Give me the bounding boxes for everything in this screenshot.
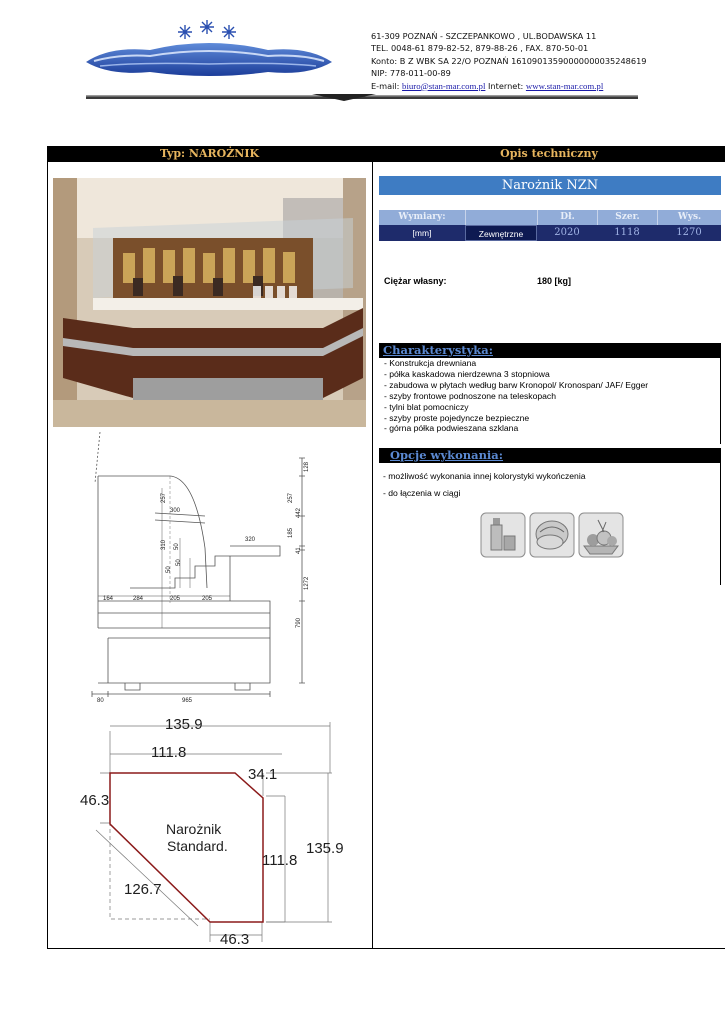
product-photo (53, 178, 366, 427)
dim-h50c: 50 (176, 559, 182, 566)
characteristics-list (384, 358, 648, 434)
list-item: - szyby frontowe podnoszone na teleskopach (384, 390, 556, 401)
dimensions-label: Wymiary: (398, 212, 446, 222)
dimensions-value-row (379, 225, 721, 241)
email-label: E-mail: (371, 80, 400, 91)
characteristics-title: Charakterystyka: (379, 343, 721, 358)
plan-right-inner: 111.8 (262, 852, 298, 869)
dim-r790: 790 (296, 617, 302, 628)
list-item: - tylni blat pomocniczy (384, 401, 469, 412)
dim-r185: 185 (288, 527, 294, 538)
column-divider (372, 146, 373, 949)
dimensions-kind: Zewnętrzne (465, 225, 537, 241)
drinks-icon (481, 513, 525, 557)
bank-account: Konto: B Z WBK SA 22/O POZNAŃ 16109013590000000035248619 (371, 55, 647, 66)
dim-w320: 320 (245, 537, 256, 543)
plan-name-line2: Standard. (167, 838, 228, 854)
list-item: - zabudowa w płytach według barw Kronopol/ Kronospan/ JAF/ Egger (384, 379, 649, 390)
plan-corner: 34.1 (248, 766, 278, 783)
list-item: - do łączenia w ciągi (383, 488, 461, 498)
list-item: - szyby proste pojedyncze bezpieczne (384, 412, 530, 423)
weight-value: 180 [kg] (537, 276, 572, 286)
address: 61-309 POZNAŃ - SZCZEPANKOWO , UL.BODAWSKA 11 (371, 31, 597, 41)
list-item: - możliwość wykonania innej kolorystyki wykończenia (383, 471, 586, 481)
options-title: Opcje wykonania: (379, 448, 721, 463)
col-length: Dł. (537, 210, 597, 225)
dim-b284: 284 (133, 596, 144, 602)
plan-top-outer: 135.9 (165, 716, 203, 733)
dim-h50a: 50 (174, 543, 180, 550)
weight-label: Ciężar własny: (384, 276, 447, 286)
email-link[interactable]: biuro@stan-mar.com.pl (402, 80, 486, 91)
company-logo (80, 20, 338, 82)
internet-label: Internet: (488, 80, 524, 91)
phone: TEL. 0048-61 879-82-52, 879-88-26 , FAX. 870-50-01 (371, 43, 589, 54)
dim-r1272: 1272 (304, 576, 310, 590)
dim-h257a: 257 (161, 492, 167, 503)
dim-r128: 128 (304, 461, 310, 472)
plan-bottom: 46.3 (220, 931, 250, 948)
dimensions-header-row (379, 210, 721, 225)
dim-h310: 310 (161, 539, 167, 550)
dimensions-unit: [mm] (412, 228, 432, 238)
floor-plan-drawing (70, 710, 370, 948)
nip: NIP: 778-011-00-89 (371, 68, 451, 79)
snowflake-icon (178, 20, 236, 39)
col-width: Szer. (597, 210, 657, 225)
side-elevation-drawing (70, 428, 320, 708)
product-title: Narożnik NZN (379, 176, 721, 195)
technical-header: Opis techniczny (373, 146, 725, 162)
dim-f965: 965 (182, 698, 193, 704)
dim-b164: 164 (103, 596, 114, 602)
type-header: Typ: NAROŻNIK (47, 146, 372, 162)
header-divider (86, 94, 638, 101)
dim-r257: 257 (288, 492, 294, 503)
plan-name-line1: Narożnik (166, 821, 222, 837)
dim-r442: 442 (296, 507, 302, 518)
value-length: 2020 (554, 227, 580, 238)
section-divider (720, 463, 721, 585)
value-width: 1118 (614, 227, 640, 238)
list-item: - górna półka podwieszana szklana (384, 423, 519, 434)
fruit-vegetables-icon (579, 513, 623, 557)
section-divider (720, 358, 721, 444)
plan-right-outer: 135.9 (306, 840, 344, 857)
website-link[interactable]: www.stan-mar.com.pl (525, 80, 604, 91)
company-contact (371, 30, 647, 92)
list-item: - Konstrukcja drewniana (384, 358, 477, 368)
dim-h50b: 50 (166, 566, 172, 573)
dim-b205b: 205 (202, 596, 213, 602)
plan-left: 46.3 (80, 792, 110, 809)
bakery-icon (530, 513, 574, 557)
dim-r41: 41 (296, 547, 302, 554)
product-category-icons (480, 512, 624, 558)
col-height: Wys. (657, 210, 721, 225)
dimensions-table (379, 210, 721, 241)
plan-top-inner: 111.8 (151, 744, 187, 761)
dim-b205a: 205 (170, 596, 181, 602)
dim-w300: 300 (170, 508, 181, 514)
list-item: - półka kaskadowa nierdzewna 3 stopniowa (384, 368, 550, 379)
dim-f80: 80 (97, 698, 104, 704)
plan-diag: 126.7 (124, 881, 162, 898)
value-height: 1270 (676, 227, 702, 238)
